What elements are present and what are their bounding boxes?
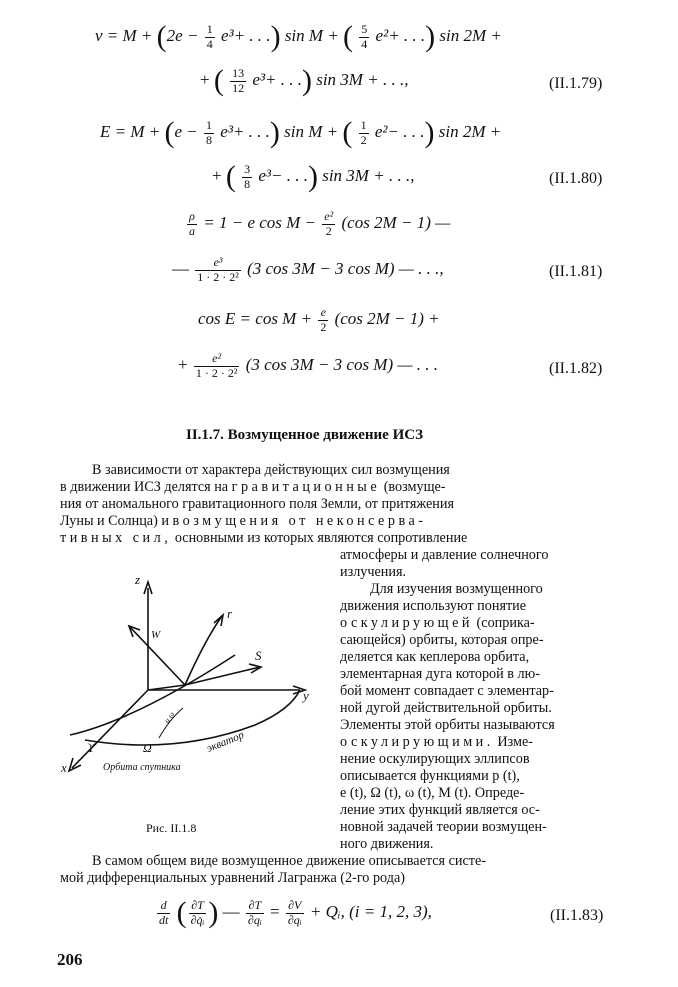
text-line: элементарная дуга которой в лю- [340, 666, 540, 682]
text-line: В зависимости от характера действующих сил возмущения [92, 462, 450, 478]
fraction: $\frac{5}{4}$ [361, 21, 368, 51]
fraction: $\frac{\text{e²}}{\text{1 · 2 · 2²}}$ [195, 351, 238, 380]
fraction: $\frac{1}{8}$ [206, 117, 213, 147]
fraction: $\frac{\text{e²}}{2}$ [324, 209, 334, 238]
fraction: $\frac{13}{12}$ [232, 65, 245, 95]
equation-number: (II.1.83) [550, 907, 604, 924]
text-line: ной дугой действительной орбиты. [340, 700, 552, 716]
orbit-arc [70, 655, 235, 735]
equation-number: (II.1.79) [549, 75, 603, 92]
paragraph [60, 462, 620, 547]
paragraph [340, 547, 620, 853]
equation-3-line-1: $\frac{\rho}{a}$ = 1 − e cos M − $\frac{\text{e²}}{2}$ (cos 2M − 1) — [189, 209, 451, 238]
fraction: $\frac{1}{2}$ [360, 117, 367, 147]
fraction: $\frac{\partial T}{\text{∂q̇ᵢ}}$ [190, 897, 205, 927]
label-node: Ω [143, 741, 152, 755]
equation-1-line-1: v = M + (2e − $\frac{1}{4}$ e³+ . . .) sin M + ( $\frac{5}{4}$ e²+ . . .) sin 2M + [95, 20, 502, 53]
equation-1-line-2: + ( $\frac{13}{12}$ e³+ . . .) sin 3M + . . ., [200, 64, 409, 97]
fraction: $\frac{\partial V}{\text{∂qᵢ}}$ [287, 897, 302, 927]
equation-5: $\frac{d}{dt}$ ( $\frac{\partial T}{\text{∂q̇ᵢ}}$ ) — $\frac{\partial T}{\text{∂qᵢ}}$ = $\frac{\partial V}{\text{∂qᵢ}}$ + Qᵢ, (i = 1, 2, 3), [159, 896, 432, 929]
fraction: $\frac{1}{4}$ [206, 21, 213, 51]
text-line: сающейся) орбиты, которая опре- [340, 632, 544, 648]
text-line: В самом общем виде возмущенное движение описывается систе- [92, 853, 487, 869]
text-line: бой момент совпадает с элементар- [340, 683, 554, 699]
equation-4-line-2: + $\frac{\text{e²}}{\text{1 · 2 · 2²}}$ (3 cos 3M − 3 cos M) — . . . [178, 351, 438, 380]
text-line: деляется как кеплерова орбита, [340, 649, 530, 665]
label-arg: u ω [162, 710, 177, 725]
text-line: излучения. [340, 564, 407, 580]
section-title: II.1.7. Возмущенное движение ИСЗ [186, 427, 424, 443]
text-line: Для изучения возмущенного [370, 581, 543, 597]
equation-3-line-2: — $\frac{\text{e³}}{\text{1 · 2 · 2²}}$ (3 cos 3M − 3 cos M) — . . ., [172, 255, 444, 284]
paragraph [60, 853, 620, 887]
label-orbit: Орбита спутника [103, 762, 181, 773]
orbit-diagram [55, 560, 335, 790]
label-y: y [303, 688, 309, 703]
label-gamma: ϒ [87, 740, 96, 755]
text-line: Луны и Солнца) и возмущения от неконсерва- [60, 513, 427, 529]
s-vector [185, 667, 260, 685]
fraction: $\frac{d}{dt}$ [159, 897, 169, 927]
x-axis [72, 690, 148, 768]
text-line: мой дифференциальных уравнений Лагранжа (2-го рода) [60, 870, 405, 886]
equation-2-line-2: + ( $\frac{3}{8}$ e³− . . .) sin 3M + . . ., [212, 160, 415, 193]
figure-caption: Рис. II.1.8 [146, 821, 197, 835]
fraction: $\frac{e}{2}$ [320, 305, 327, 334]
label-w: W [151, 629, 161, 641]
label-z: z [135, 572, 141, 587]
text-line: оскулирующими. Изме- [340, 734, 534, 750]
page-number: 206 [57, 950, 83, 969]
text-line: тивных сил, основными из которых являются сопротивление [60, 530, 468, 546]
text-line: атмосферы и давление солнечного [340, 547, 549, 563]
text-line: ного движения. [340, 836, 434, 852]
label-s: S [255, 648, 262, 663]
text-line: ния от аномального гравитационного поля Земли, от притяжения [60, 496, 454, 512]
equation-number: (II.1.82) [549, 360, 603, 377]
text-line: движения используют понятие [340, 598, 527, 614]
fraction: $\frac{\rho}{a}$ [189, 209, 195, 238]
text-line: нение оскулирующих эллипсов [340, 751, 530, 767]
text-line: новной задачей теории возмущен- [340, 819, 547, 835]
text-line: e (t), Ω (t), ω (t), M (t). Опреде- [340, 785, 525, 801]
fraction: $\frac{3}{8}$ [244, 161, 251, 191]
equation-number: (II.1.81) [549, 263, 603, 280]
text-line: ление этих функций является ос- [340, 802, 540, 818]
equation-number: (II.1.80) [549, 170, 603, 187]
equation-4-line-1: cos E = cos M + $\frac{e}{2}$ (cos 2M − 1) + [198, 305, 440, 334]
label-r: r [227, 606, 233, 621]
text-line: Элементы этой орбиты называются [340, 717, 555, 733]
text-line: описывается функциями p (t), [340, 768, 520, 784]
text-line: в движении ИСЗ делятся на гравитационные (возмуще- [60, 479, 446, 495]
text-line: оскулирующей (соприка- [340, 615, 535, 631]
equator-arc [85, 690, 300, 745]
fraction: $\frac{\partial T}{\text{∂qᵢ}}$ [247, 897, 262, 927]
fraction: $\frac{\text{e³}}{\text{1 · 2 · 2²}}$ [197, 255, 239, 284]
label-equator: экватор [204, 729, 246, 755]
label-x: x [61, 760, 67, 775]
equation-2-line-1: E = M + (e − $\frac{1}{8}$ e³+ . . .) sin M + ( $\frac{1}{2}$ e²− . . .) sin 2M + [100, 116, 502, 149]
